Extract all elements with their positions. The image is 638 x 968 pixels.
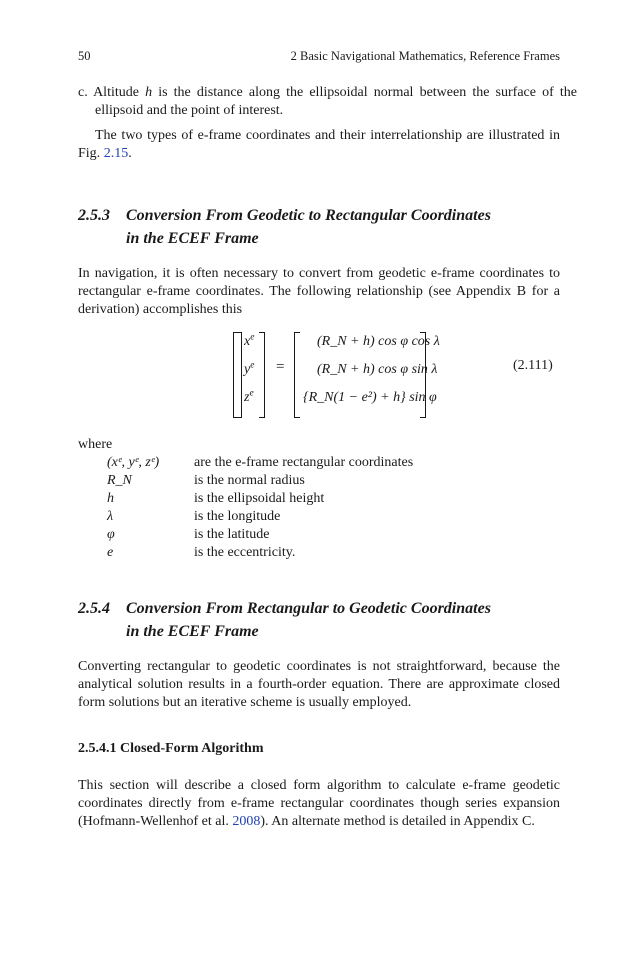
paragraph-closed-form: This section will describe a closed form algorithm to calculate e-frame geodetic coordinates directly from e-frame rectangular coordinates though series expansion (Hofmann-Wellenhof et al. 2008). An alternate method is detailed in Appendix C. xyxy=(78,778,560,829)
definition-row xyxy=(0,455,638,473)
where-label: where xyxy=(78,437,113,452)
rhs-row-3: {R_N(1 − e²) + h} sin φ xyxy=(303,390,437,405)
section-title-line1: Conversion From Rectangular to Geodetic Coordinates xyxy=(126,600,491,617)
section-heading-2-5-4 xyxy=(78,597,578,643)
right-bracket-lhs xyxy=(236,332,242,418)
subsection-number: 2.5.4.1 xyxy=(78,741,117,756)
section-title-line1: Conversion From Geodetic to Rectangular Coordinates xyxy=(126,207,491,224)
section-number: 2.5.3 xyxy=(78,207,110,224)
paragraph-frame-types: The two types of e-frame coordinates and their interrelationship are illustrated in Fig. 2.15. xyxy=(78,128,560,161)
definition-text: are the e-frame rectangular coordinates xyxy=(194,455,414,470)
page-number: 50 xyxy=(78,49,91,63)
list-item-c: c. Altitude h is the distance along the ellipsoidal normal between the surface of the ellipsoid and the point of interest. xyxy=(78,85,577,118)
right-bracket-lhs-close xyxy=(259,332,265,418)
lhs-z: $z^e$ xyxy=(244,388,254,405)
list-marker: c. xyxy=(78,85,88,100)
definition-row xyxy=(0,527,638,545)
rhs-row-2: (R_N + h) cos φ sin λ xyxy=(317,362,438,377)
definition-text: is the eccentricity. xyxy=(194,545,296,560)
page-header xyxy=(78,49,560,65)
section-heading-2-5-3 xyxy=(78,204,578,250)
section-number: 2.5.4 xyxy=(78,600,110,617)
lhs-y: $y^e$ xyxy=(244,360,255,377)
equation-2-111 xyxy=(0,330,638,420)
definition-text: is the longitude xyxy=(194,509,281,524)
definition-text: is the ellipsoidal height xyxy=(194,491,325,506)
definition-symbol: φ xyxy=(107,527,115,542)
right-bracket-rhs xyxy=(420,332,426,418)
rhs-row-1: (R_N + h) cos φ cos λ xyxy=(317,334,440,349)
definition-text: is the normal radius xyxy=(194,473,305,488)
equals-sign: = xyxy=(276,359,285,375)
definition-row xyxy=(0,509,638,527)
definition-row xyxy=(0,491,638,509)
definition-text: is the latitude xyxy=(194,527,270,542)
variable-h: h xyxy=(145,85,153,100)
section-title-line2: in the ECEF Frame xyxy=(126,230,259,247)
subsection-heading-2-5-4-1 xyxy=(78,741,263,757)
section-title-line2: in the ECEF Frame xyxy=(126,623,259,640)
equation-number: (2.111) xyxy=(513,358,553,373)
running-head: 2 Basic Navigational Mathematics, Reference Frames xyxy=(290,49,560,63)
definition-row xyxy=(0,473,638,491)
definition-symbol: λ xyxy=(107,509,114,524)
definition-row xyxy=(0,545,638,563)
left-bracket-rhs xyxy=(294,332,300,418)
figure-link[interactable]: 2.15 xyxy=(103,146,129,161)
definition-symbol: (xᵉ, yᵉ, zᵉ) xyxy=(107,455,160,470)
lhs-x: $x^e$ xyxy=(244,332,255,349)
definition-symbol: e xyxy=(107,545,114,560)
subsection-title: Closed-Form Algorithm xyxy=(120,741,264,756)
definition-symbol: h xyxy=(107,491,114,506)
paragraph-geodetic-to-rect: In navigation, it is often necessary to convert from geodetic e-frame coordinates to rectangular e-frame coordinates. The following relationship (see Appendix B for a derivation) accomplishes this xyxy=(78,266,560,317)
definition-symbol: R_N xyxy=(107,473,132,488)
citation-link[interactable]: 2008 xyxy=(232,814,261,829)
paragraph-rect-to-geodetic: Converting rectangular to geodetic coordinates is not straightforward, because the analytical solution results in a fourth-order equation. There are approximate closed form solutions but an iterative scheme is usually employed. xyxy=(78,659,560,710)
